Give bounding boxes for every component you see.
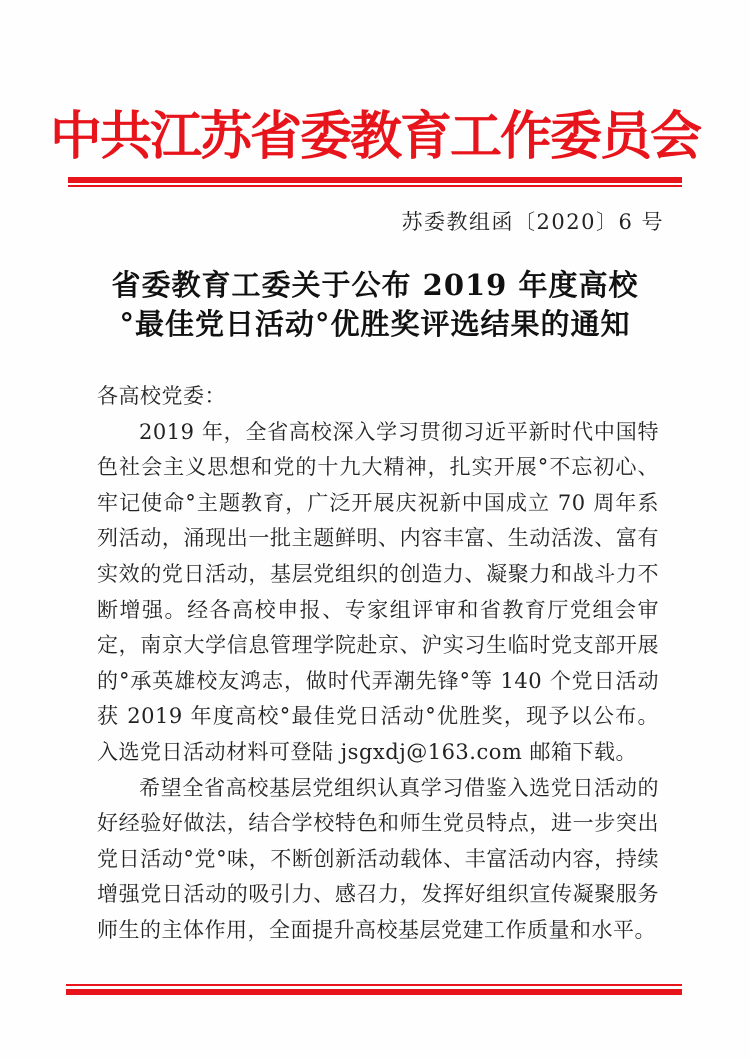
header-red-separator bbox=[68, 177, 682, 187]
separator-thin-rule bbox=[68, 185, 682, 187]
body-paragraph-2: 希望全省高校基层党组织认真学习借鉴入选党日活动的好经验好做法，结合学校特色和师生党员特点，进一步突出党日活动°党°味，不断创新活动载体、丰富活动内容，持续增强党日活动的吸引力、感召力，发挥好组织宣传凝聚服务师生的主体作用，全面提升高校基层党建工作质量和水平。 bbox=[97, 775, 659, 942]
separator-thin-rule bbox=[66, 984, 682, 986]
document-title bbox=[0, 266, 750, 344]
document-body bbox=[97, 379, 659, 949]
footer-red-separator bbox=[66, 984, 682, 995]
salutation: 各高校党委： bbox=[97, 384, 226, 408]
letterhead-org-name: 中共江苏省委教育工作委员会 bbox=[49, 106, 700, 167]
separator-thick-rule bbox=[66, 989, 682, 995]
document-title-line2: °最佳党日活动°优胜奖评选结果的通知 bbox=[119, 307, 631, 341]
document-title-line1: 省委教育工委关于公布 2019 年度高校 bbox=[111, 268, 639, 302]
separator-thick-rule bbox=[68, 177, 682, 183]
body-paragraph-1: 2019 年，全省高校深入学习贯彻习近平新时代中国特色社会主义思想和党的十九大精神，扎实开展°不忘初心、牢记使命°主题教育，广泛开展庆祝新中国成立 70 周年系列活动，涌现出一批主题鲜明、内容丰富、生动活泼、富有实效的党日活动，基层党组织的创造力、凝聚力和战斗力不断增强。经各高校申报、专家组评审和省教育厅党组会审定，南京大学信息管理学院赴京、沪实习生临时党支部开展的°承英雄校友鸿志，做时代弄潮先锋°等 140 个党日活动获 2019 年度高校°最佳党日活动°优胜奖，现予以公布。入选党日活动材料可登陆 jsgxdj@163.com 邮箱下载。 bbox=[97, 419, 659, 764]
document-number: 苏委教组函〔2020〕6 号 bbox=[401, 210, 664, 234]
